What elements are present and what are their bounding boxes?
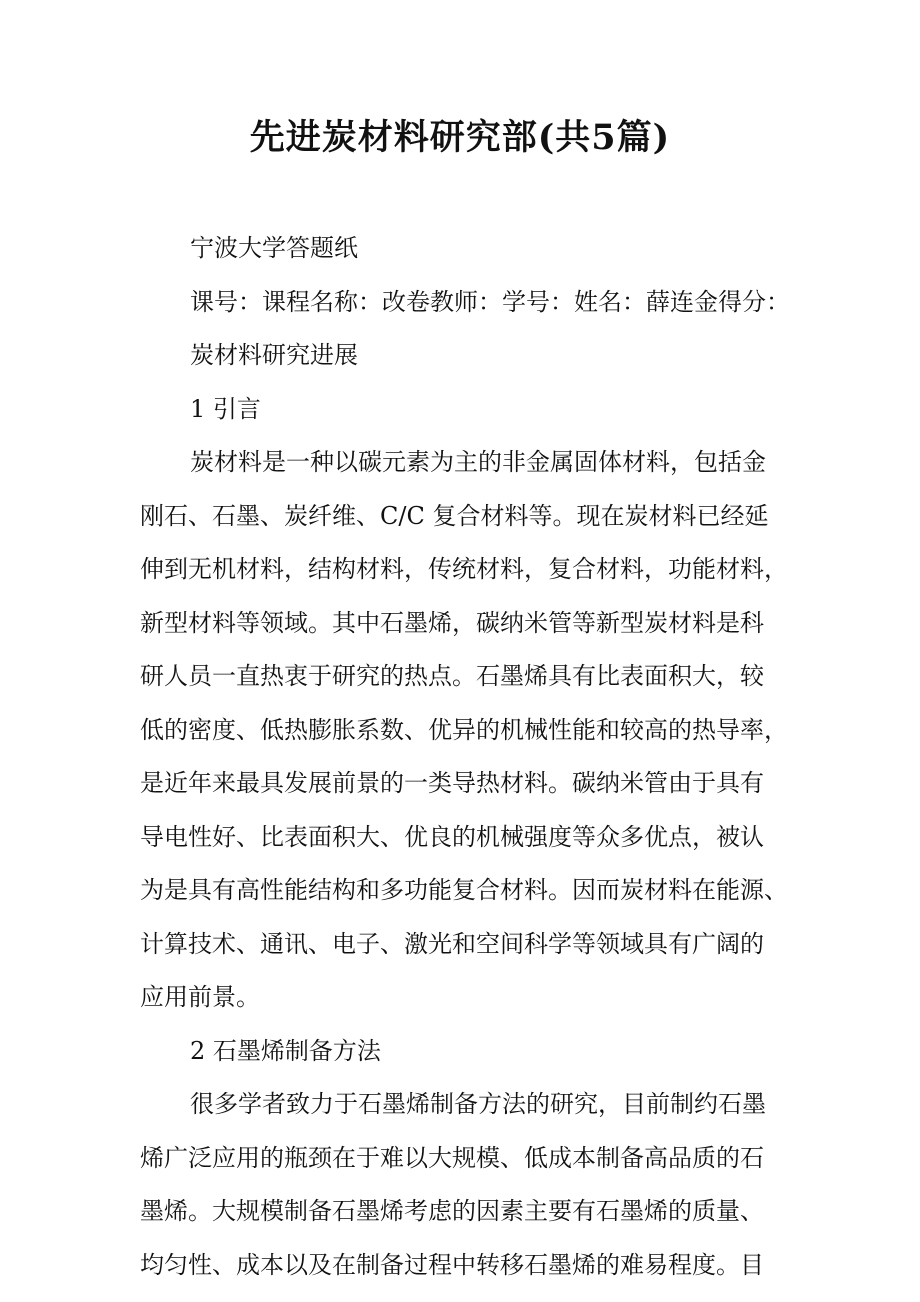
- paragraph-line: 是近年来最具发展前景的一类导热材料。碳纳米管由于具有: [140, 769, 764, 797]
- paragraph-line: 很多学者致力于石墨烯制备方法的研究，目前制约石墨: [190, 1090, 766, 1118]
- paragraph-line: 导电性好、比表面积大、优良的机械强度等众多优点，被认: [140, 822, 764, 851]
- paragraph-line: 为是具有高性能结构和多功能复合材料。因而炭材料在能源、: [140, 876, 788, 904]
- paragraph-line: 应用前景。: [140, 983, 260, 1011]
- paragraph-line: 宁波大学答题纸: [190, 234, 358, 262]
- paragraph-line: 均匀性、成本以及在制备过程中转移石墨烯的难易程度。目: [140, 1250, 764, 1279]
- paragraph-line: 计算技术、通讯、电子、激光和空间科学等领域具有广阔的: [140, 929, 764, 958]
- paragraph-line: 炭材料是一种以碳元素为主的非金属固体材料，包括金: [190, 448, 766, 476]
- section-heading: 1 引言: [190, 394, 261, 423]
- paragraph-line: 刚石、石墨、炭纤维、C/C 复合材料等。现在炭材料已经延: [140, 501, 769, 530]
- document-title: 先进炭材料研究部(共5篇): [249, 117, 671, 158]
- paragraph-line: 低的密度、低热膨胀系数、优异的机械性能和较高的热导率，: [140, 715, 788, 744]
- paragraph-line: 课号：课程名称：改卷教师：学号：姓名：薛连金得分：: [190, 287, 790, 316]
- section-heading: 2 石墨烯制备方法: [190, 1036, 381, 1065]
- paragraph-line: 烯广泛应用的瓶颈在于难以大规模、低成本制备高品质的石: [140, 1143, 764, 1172]
- paragraph-line: 研人员一直热衷于研究的热点。石墨烯具有比表面积大，较: [140, 662, 764, 690]
- paragraph-line: 墨烯。大规模制备石墨烯考虑的因素主要有石墨烯的质量、: [140, 1197, 764, 1225]
- paragraph-line: 伸到无机材料，结构材料，传统材料，复合材料，功能材料，: [140, 555, 788, 583]
- paragraph-line: 新型材料等领域。其中石墨烯，碳纳米管等新型炭材料是科: [140, 608, 764, 637]
- document-body: [140, 222, 790, 1292]
- paragraph-line: 炭材料研究进展: [190, 341, 358, 369]
